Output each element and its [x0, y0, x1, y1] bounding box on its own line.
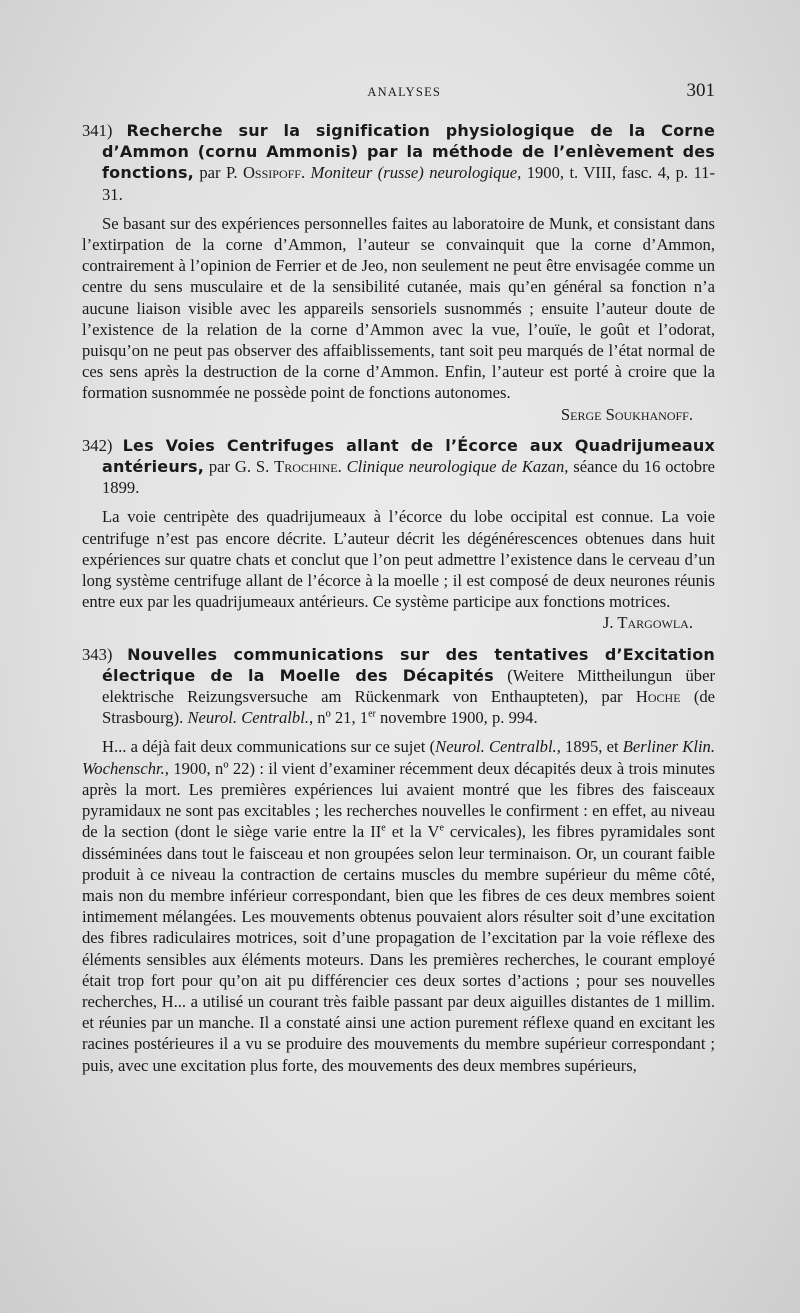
entry-title: Les Voies Centrifuges allant de l’Écorce aux Quadrijumeaux antérieurs,	[102, 435, 716, 477]
author-prefix: par G. S.	[208, 457, 270, 477]
page-number: 301	[686, 80, 715, 101]
entry-342-heading	[82, 435, 715, 499]
body-text: et la V	[385, 822, 440, 842]
entry-number: 341)	[82, 121, 113, 140]
entry-342-body: La voie centripète des quadrijumeaux à l’écorce du lobe occipital est connue. La voie centrifuge n’est pas encore décrite. L’auteur décrit les dégénérescences obtenues dans huit expériences sur quatre chats et conclut que l’on peut admettre l’existence dans le cerveau d’un long système centrifuge allant de l’écorce à la moelle ; il est composé de deux neurones réunis entre eux par les quadrijumeaux antérieurs. Ce système participe aux fonctions motrices.	[82, 507, 715, 612]
reference: 1900, t. VIII, fasc. 4, p. 11-31.	[102, 163, 715, 204]
reference-part: novembre 1900, p. 994.	[375, 708, 538, 728]
author-name: Trochine.	[274, 457, 342, 477]
cited-journal: Berliner Klin. Wochenschr.,	[82, 737, 715, 778]
text-block	[82, 80, 715, 1076]
entry-341-body: Se basant sur des expériences personnelles faites au laboratoire de Munk, et consistant dans l’extirpation de la corne d’Ammon, l’auteur se convainquit que la corne d’Ammon, contrairement à l’opinion de Ferrier et de Jeo, non seulement ne peut être envisagée comme un centre du sens musculaire et de la sensibilité cutanée, mais qu’en général sa fonction n’a aucune liaison visible avec les appareils sensoriels susnommés ; ensuite l’auteur doute de l’existence de la relation de la corne d’Ammon avec la vue, l’ouïe, le goût et l’odorat, puisqu’on ne peut pas observer des affaiblissements, tant soit peu marqués de l’état normal de ces sens après la destruction de la corne d’Ammon. Enfin, l’auteur est porté à croire que la formation susnommée ne possède point de fonctions autonomes.	[82, 213, 715, 403]
running-head	[82, 80, 715, 120]
entry-title: Recherche sur la signification physiologique de la Corne d’Ammon (cornu Ammonis) par la méthode de l’enlèvement des fonctions,	[102, 121, 715, 183]
entry-341-signature: Serge Soukhanoff.	[560, 404, 693, 424]
reference-superscript: er	[368, 708, 376, 720]
author-name: Hoche	[635, 687, 681, 707]
author-affiliation: (de Strasbourg).	[102, 687, 716, 728]
superscript: e	[439, 822, 444, 834]
entry-343-body	[82, 736, 715, 1075]
body-text: 1900, nº 22) : il vient d’examiner récemment deux décapités deux à trois minutes après la mort. Les premières expériences lui avaient montré que les fibres des faisceaux pyramidaux ne sont pas excitables ; les recherches nouvelles le confirment : en effet, au niveau de la section (dont le siège varie entre la II	[82, 758, 715, 842]
entry-342-signature: J. Targowla.	[602, 613, 693, 633]
body-text: 1895, et	[560, 737, 623, 757]
journal-title: Clinique neurologique de Kazan,	[346, 457, 569, 477]
author-prefix: par P.	[199, 163, 238, 183]
author-name: Ossipoff.	[242, 163, 306, 183]
running-title: ANALYSES	[367, 85, 442, 99]
entry-343-heading	[82, 644, 715, 729]
reference	[317, 708, 537, 727]
entry-number: 343)	[82, 644, 113, 664]
superscript: e	[381, 822, 386, 834]
reference-part: nº 21, 1	[317, 708, 369, 728]
body-text: H... a déjà fait deux communications sur ce sujet (	[102, 737, 436, 757]
entry-title: Nouvelles communications sur des tentatives d’Excitation électrique de la Moelle des Décapités	[102, 644, 715, 685]
journal-title: Moniteur (russe) neurologique,	[310, 163, 522, 183]
reference: séance du 16 octobre 1899.	[102, 457, 715, 498]
journal-title: Neurol. Centralbl.,	[187, 708, 314, 728]
entry-subtitle: (Weitere Mittheilungun über elektrische Reizungsversuche am Rückenmark von Enthaupteten), par	[102, 665, 715, 707]
body-text: cervicales), les fibres pyramidales sont disséminées dans tout le faisceau et non groupées selon leur terminaison. Or, un courant faible produit à ce niveau la contraction de certains muscles du membre supérieur du même côté, mais non du membre inférieur correspondant, bien que les fibres de ces deux membres soient intimement mélangées. Les mouvements obtenus pouvaient alors résulter soit d’une excitation des fibres radiculaires motrices, soit d’une propagation de l’excitation par la voie réflexe des éléments sensibles aux éléments moteurs. Dans les premières recherches, le courant employé était trop fort pour qu’on ait pu différencier ces deux sortes d’actions ; pour ses nouvelles recherches, H... a utilisé un courant très faible passant par deux aiguilles distantes de 1 millim. et réunies par un manche. Il a constaté ainsi une action purement réflexe quand en excitant les racines postérieures il a vu se produire des mouvements du membre supérieur correspondant ; puis, avec une excitation plus forte, des mouvements des deux membres supérieurs,	[82, 822, 715, 1075]
cited-journal: Neurol. Centralbl.,	[435, 737, 561, 757]
entry-341-heading	[82, 120, 715, 205]
entry-number: 342)	[82, 435, 113, 455]
